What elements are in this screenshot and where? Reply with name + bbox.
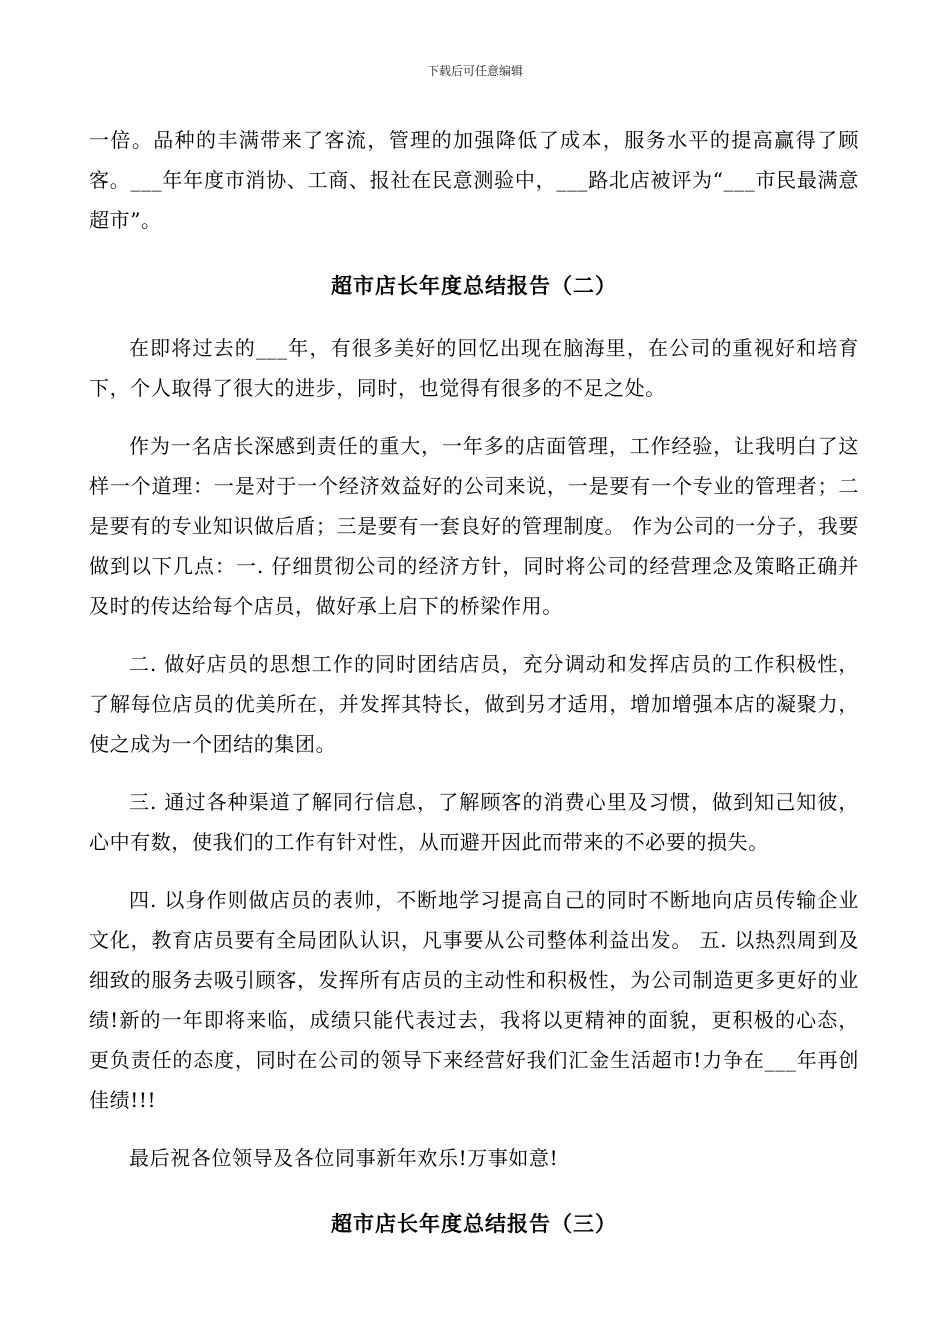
page-header: 下载后可任意编辑 [426,64,523,78]
paragraph-6: 最后祝各位领导及各位同事新年欢乐!万事如意! [129,1146,559,1170]
paragraph-1: 在即将过去的___年，有很多美好的回忆出现在脑海里，在公司的重视好和培育下，个人取得了很大的进步，同时，也觉得有很多的不足之处。 [89,336,859,400]
section-heading-2: 超市店长年度总结报告（二） [331,273,617,298]
section-heading-3: 超市店长年度总结报告（三） [331,1211,617,1236]
paragraph-5: 四. 以身作则做店员的表帅，不断地学习提高自己的同时不断地向店员传输企业文化，教育店员要有全局团队认识，凡事要从公司整体利益出发。 五. 以热烈周到及细致的服务去吸引顾客，发挥所有店员的主动性和积极性，为公司制造更多更好的业绩!新的一年即将来临，成绩只能代表过去，我将以更精神的面貌，更积极的心态，更负责任的态度，同时在公司的领导下来经营好我们汇金生活超市!力争在___年再创佳绩!!! [89,888,859,1112]
paragraph-3: 二. 做好店员的思想工作的同时团结店员，充分调动和发挥店员的工作积极性，了解每位店员的优美所在，并发挥其特长，做到另才适用，增加增强本店的凝聚力，使之成为一个团结的集团。 [89,652,859,756]
paragraph-4: 三. 通过各种渠道了解同行信息，了解顾客的消费心里及习惯，做到知己知彼，心中有数，使我们的工作有针对性，从而避开因此而带来的不必要的损失。 [89,790,859,854]
document-body [89,120,859,1266]
paragraph-intro: 一倍。品种的丰满带来了客流，管理的加强降低了成本，服务水平的提高赢得了顾客。___年年度市消协、工商、报社在民意测验中，___路北店被评为“___市民最满意超市”。 [89,128,859,232]
paragraph-2: 作为一名店长深感到责任的重大，一年多的店面管理，工作经验，让我明白了这样一个道理：一是对于一个经济效益好的公司来说，一是要有一个专业的管理者；二是要有的专业知识做后盾；三是要有一套良好的管理制度。 作为公司的一分子，我要做到以下几点：一. 仔细贯彻公司的经济方针，同时将公司的经营理念及策略正确并及时的传达给每个店员，做好承上启下的桥梁作用。 [89,434,859,618]
